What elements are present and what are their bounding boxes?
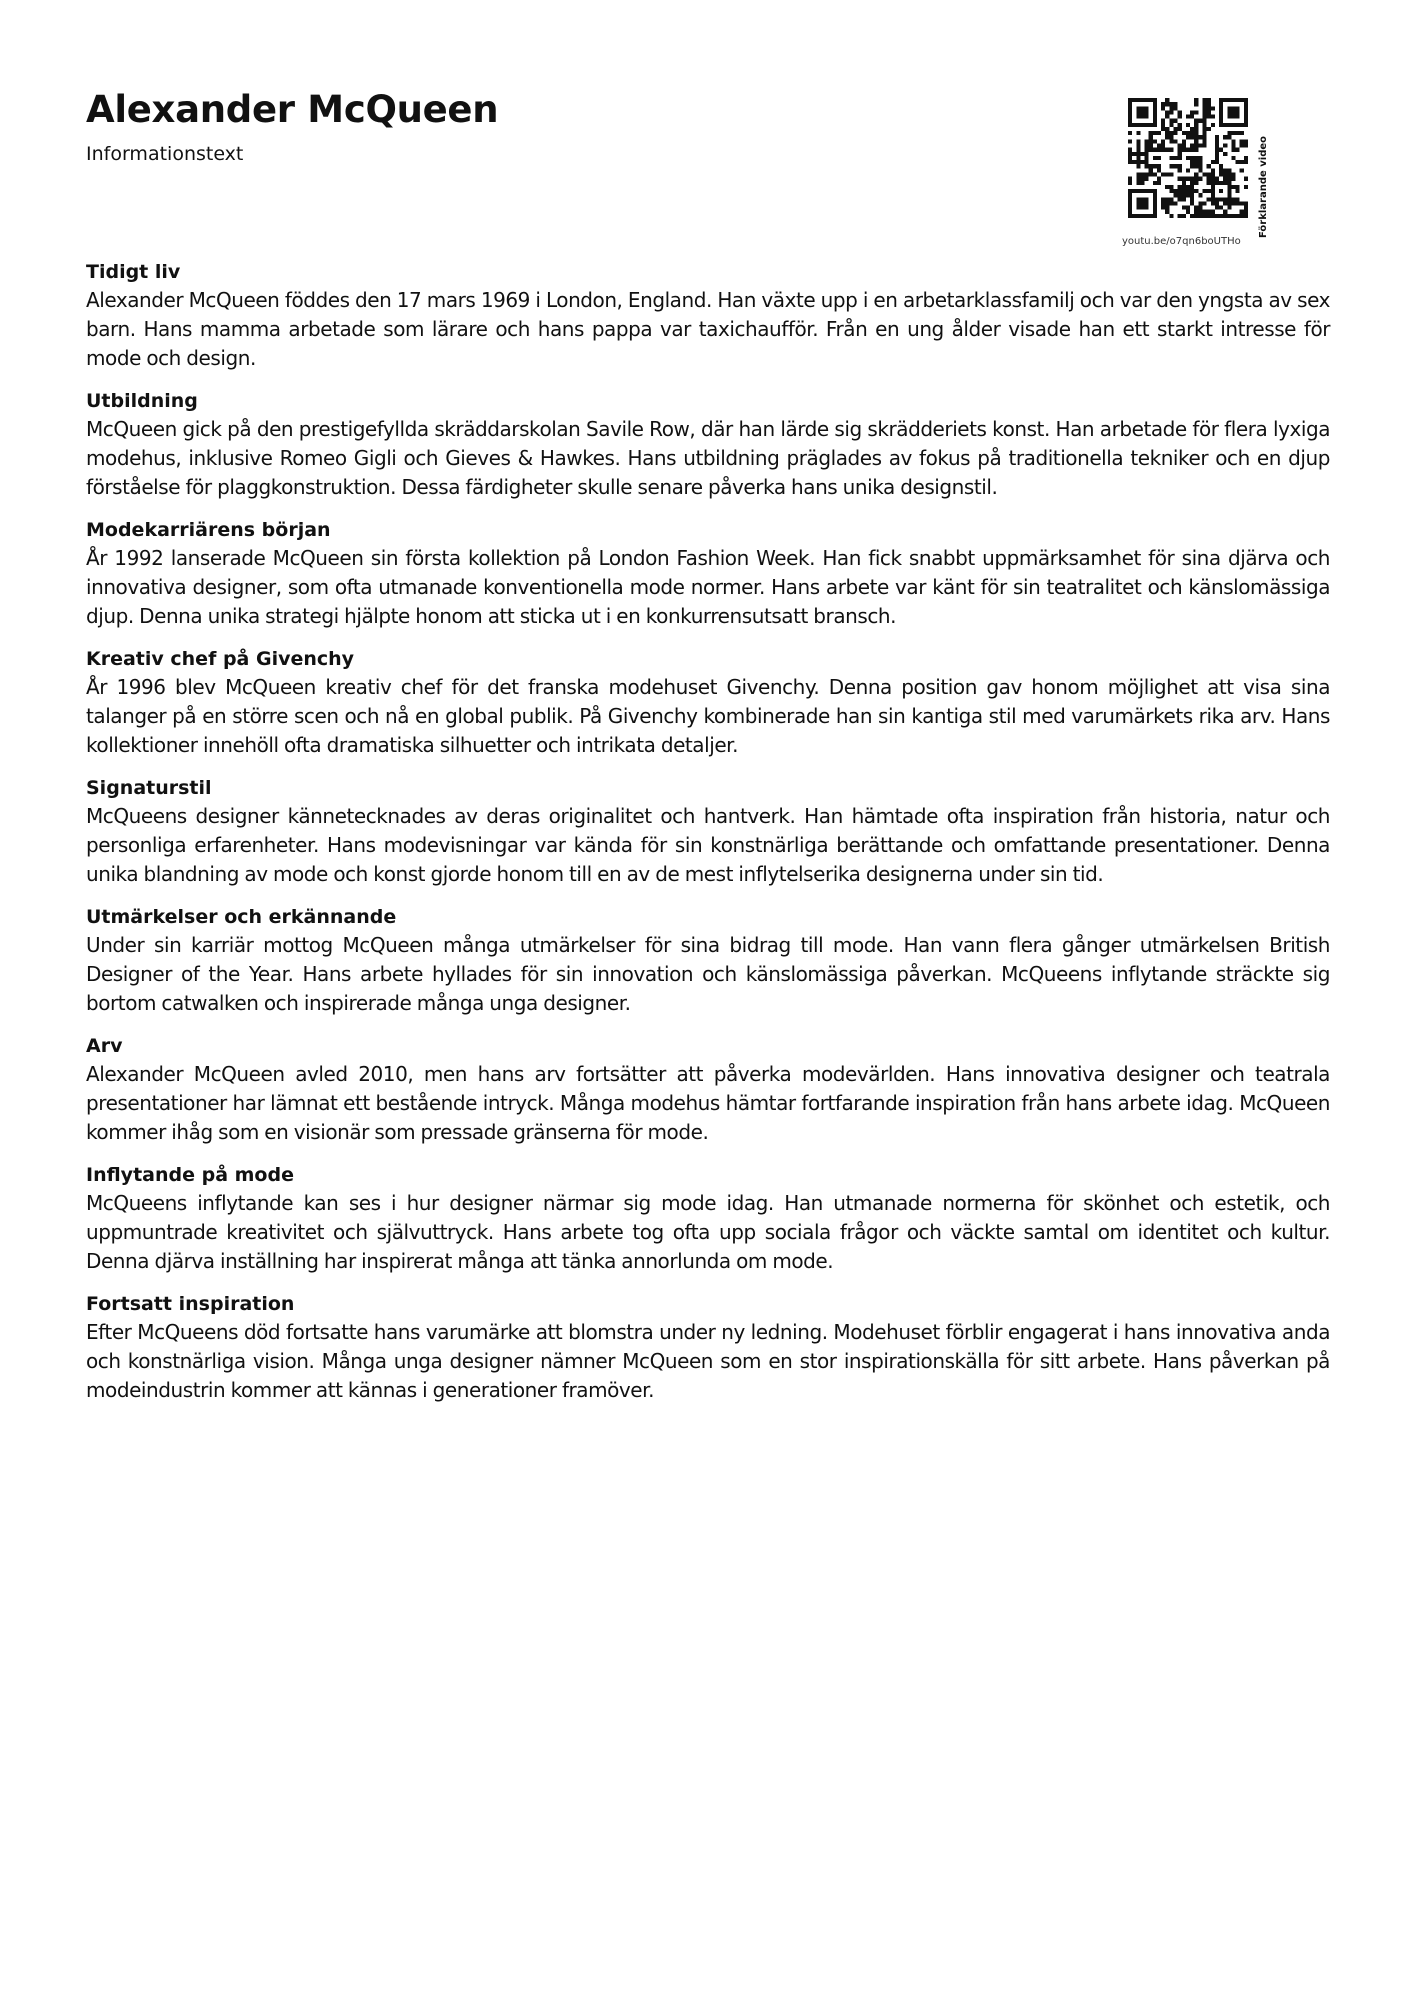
- section-heading: Tidigt liv: [86, 261, 181, 283]
- section-body: Alexander McQueen föddes den 17 mars 1969 i London, England. Han växte upp i en arbetarklassfamilj och var den yngsta av sex barn. Hans mamma arbetade som lärare och hans pappa var taxichaufför. Från en ung ålder visade han ett starkt intresse för mode och design.: [86, 288, 1330, 370]
- document-title: Alexander McQueen: [86, 88, 499, 131]
- document-content: [86, 258, 1330, 1419]
- section-body: Efter McQueens död fortsatte hans varumärke att blomstra under ny ledning. Modehuset förblir engagerat i hans innovativa anda och konstnärliga vision. Många unga designer nämner McQueen som en stor inspirationskälla för sitt arbete. Hans påverkan på modeindustrin kommer att kännas i generationer framöver.: [86, 1320, 1330, 1402]
- section-heading: Fortsatt inspiration: [86, 1293, 295, 1315]
- section-body: Under sin karriär mottog McQueen många utmärkelser för sina bidrag till mode. Han vann flera gånger utmärkelsen British Designer of the Year. Hans arbete hyllades för sin innovation och känslomässiga påverkan. McQueens inflytande sträckte sig bortom catwalken och inspirerade många unga designer.: [86, 933, 1330, 1015]
- qr-caption: Förklarande video: [1258, 135, 1269, 238]
- section-body: Alexander McQueen avled 2010, men hans arv fortsätter att påverka modevärlden. Hans innovativa designer och teatrala presentationer har lämnat ett bestående intryck. Många modehus hämtar fortfarande inspiration från hans arbete idag. McQueen kommer ihåg som en visionär som pressade gränserna för mode.: [86, 1062, 1330, 1144]
- qr-url[interactable]: youtu.be/o7qn6boUTHo: [1122, 236, 1241, 247]
- section-heading: Arv: [86, 1035, 123, 1057]
- section-heading: Kreativ chef på Givenchy: [86, 648, 355, 670]
- section: [86, 903, 1330, 1018]
- section: [86, 645, 1330, 760]
- document-header: [86, 88, 986, 167]
- section-heading: Modekarriärens början: [86, 519, 331, 541]
- section: [86, 387, 1330, 502]
- section: [86, 258, 1330, 373]
- qr-block: [1128, 98, 1328, 258]
- section-body: McQueens inflytande kan ses i hur designer närmar sig mode idag. Han utmanade normerna för skönhet och estetik, och uppmuntrade kreativitet och självuttryck. Hans arbete tog ofta upp sociala frågor och väckte samtal om identitet och kultur. Denna djärva inställning har inspirerat många att tänka annorlunda om mode.: [86, 1191, 1330, 1273]
- section-heading: Inflytande på mode: [86, 1164, 294, 1186]
- section-body: År 1992 lanserade McQueen sin första kollektion på London Fashion Week. Han fick snabbt uppmärksamhet för sina djärva och innovativa designer, som ofta utmanade konventionella mode normer. Hans arbete var känt för sin teatralitet och känslomässiga djup. Denna unika strategi hjälpte honom att sticka ut i en konkurrensutsatt bransch.: [86, 546, 1330, 628]
- section-body: År 1996 blev McQueen kreativ chef för det franska modehuset Givenchy. Denna position gav honom möjlighet att visa sina talanger på en större scen och nå en global publik. På Givenchy kombinerade han sin kantiga stil med varumärkets rika arv. Hans kollektioner innehöll ofta dramatiska silhuetter och intrikata detaljer.: [86, 675, 1330, 757]
- section: [86, 516, 1330, 631]
- section: [86, 1161, 1330, 1276]
- section: [86, 774, 1330, 889]
- section-heading: Signaturstil: [86, 777, 212, 799]
- section: [86, 1032, 1330, 1147]
- section-heading: Utmärkelser och erkännande: [86, 906, 397, 928]
- document-subtitle: Informationstext: [86, 143, 244, 165]
- section: [86, 1290, 1330, 1405]
- section-body: McQueen gick på den prestigefyllda skräddarskolan Savile Row, där han lärde sig skrädderiets konst. Han arbetade för flera lyxiga modehus, inklusive Romeo Gigli och Gieves & Hawkes. Hans utbildning präglades av fokus på traditionella tekniker och en djup förståelse för plaggkonstruktion. Dessa färdigheter skulle senare påverka hans unika designstil.: [86, 417, 1330, 499]
- section-heading: Utbildning: [86, 390, 198, 412]
- section-body: McQueens designer kännetecknades av deras originalitet och hantverk. Han hämtade ofta inspiration från historia, natur och personliga erfarenheter. Hans modevisningar var kända för sin konstnärliga berättande och omfattande presentationer. Denna unika blandning av mode och konst gjorde honom till en av de mest inflytelserika designerna under sin tid.: [86, 804, 1330, 886]
- qr-code-icon[interactable]: [1128, 98, 1248, 218]
